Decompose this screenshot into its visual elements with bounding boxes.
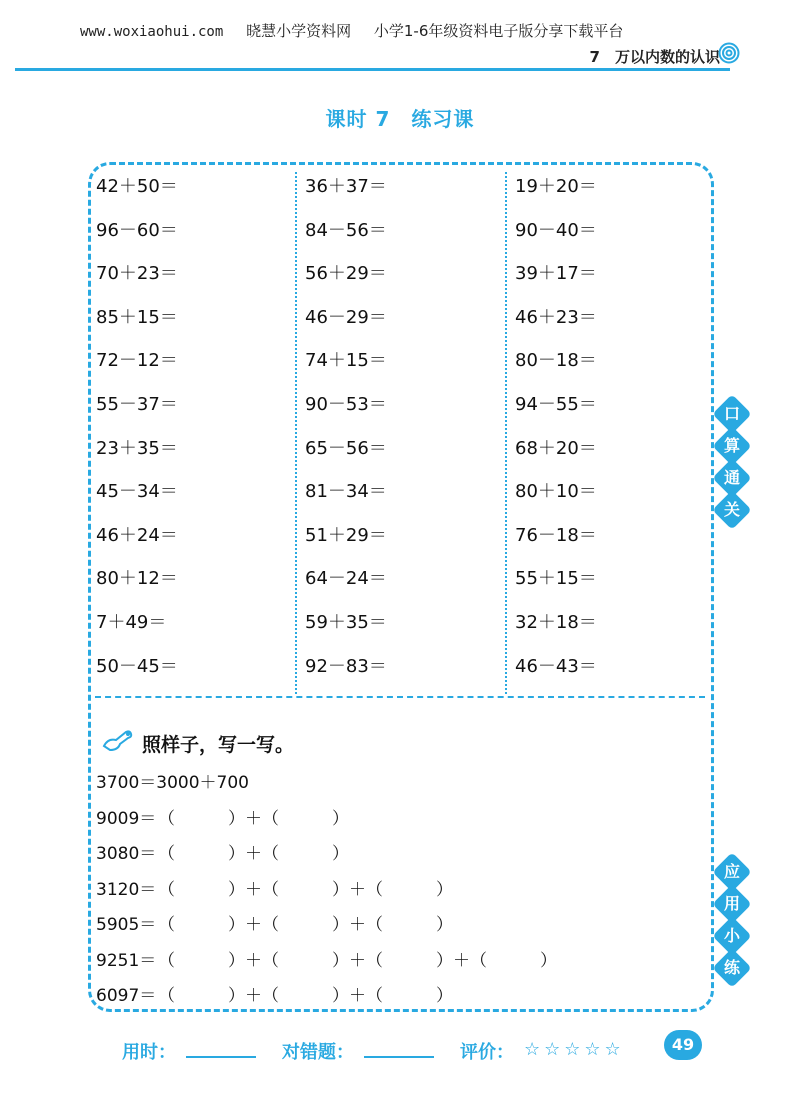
section-divider bbox=[95, 696, 705, 698]
lesson-title: 课时 7 练习课 bbox=[325, 107, 475, 131]
answer-blank-open[interactable]: （ bbox=[262, 915, 279, 936]
side-tag-char: 关 bbox=[723, 500, 740, 519]
oral-equation: 80－18＝ bbox=[515, 350, 597, 372]
oral-equation: 59＋35＝ bbox=[305, 612, 387, 633]
time-label: 用时： bbox=[122, 1042, 176, 1063]
answer-blank-close: ） bbox=[540, 950, 557, 971]
answer-blank-open[interactable]: （ bbox=[158, 844, 175, 865]
time-blank[interactable] bbox=[186, 1056, 256, 1058]
oral-equation: 74＋15＝ bbox=[305, 350, 387, 372]
oral-equation: 64－24＝ bbox=[305, 568, 387, 590]
side-tag-char: 小 bbox=[723, 926, 740, 945]
oral-equation: 81－34＝ bbox=[305, 481, 387, 503]
answer-blank-close: ）＋ bbox=[228, 915, 262, 936]
oral-equation: 76－18＝ bbox=[515, 524, 597, 546]
site-name: 晓慧小学资料网 bbox=[246, 22, 352, 40]
exercise-number: 9251＝ bbox=[96, 950, 157, 971]
answer-blank-open[interactable]: （ bbox=[262, 844, 279, 865]
oral-equation: 55＋15＝ bbox=[515, 568, 597, 590]
page-number: 49 bbox=[664, 1030, 702, 1060]
answer-blank-close: ） bbox=[332, 809, 349, 829]
header-divider bbox=[15, 68, 730, 71]
answer-blank-open[interactable]: （ bbox=[158, 879, 175, 900]
spiral-icon bbox=[718, 42, 740, 64]
oral-equation: 65－56＝ bbox=[305, 437, 387, 459]
oral-equation: 90－53＝ bbox=[305, 394, 387, 415]
answer-blank-close: ）＋ bbox=[228, 879, 262, 900]
side-tag-char: 应 bbox=[723, 862, 740, 881]
oral-equation: 19＋20＝ bbox=[515, 176, 597, 197]
oral-equation: 70＋23＝ bbox=[96, 263, 178, 285]
oral-equation: 84－56＝ bbox=[305, 219, 387, 241]
side-tag-char: 口 bbox=[723, 404, 740, 423]
side-tag-char: 通 bbox=[723, 468, 740, 487]
exercise-number: 3120＝ bbox=[96, 879, 157, 900]
worksheet-frame bbox=[88, 162, 714, 1012]
side-tag-char: 算 bbox=[723, 436, 740, 455]
answer-blank-open[interactable]: （ bbox=[262, 879, 279, 900]
answer-blank-close: ） bbox=[332, 844, 349, 865]
oral-equation: 80＋10＝ bbox=[515, 481, 597, 503]
rating-label: 评价： bbox=[460, 1042, 514, 1063]
answer-blank-close: ） bbox=[436, 986, 453, 1006]
answer-blank-open[interactable]: （ bbox=[366, 950, 383, 971]
oral-equation: 46－43＝ bbox=[515, 655, 597, 677]
exercise-number: 6097＝ bbox=[96, 986, 157, 1006]
answer-blank-close: ）＋ bbox=[436, 950, 470, 971]
answer-blank-open[interactable]: （ bbox=[262, 809, 279, 829]
exercise-number: 9009＝ bbox=[96, 809, 157, 829]
answer-blank-close: ）＋ bbox=[228, 950, 262, 971]
oral-equation: 45－34＝ bbox=[96, 481, 178, 503]
header-top bbox=[80, 20, 641, 41]
oral-equation: 39＋17＝ bbox=[515, 263, 597, 285]
answer-blank-close: ）＋ bbox=[332, 879, 366, 900]
oral-equation: 36＋37＝ bbox=[305, 176, 387, 197]
oral-equation: 23＋35＝ bbox=[96, 437, 178, 459]
answer-blank-close: ）＋ bbox=[332, 986, 366, 1006]
answer-blank-close: ）＋ bbox=[332, 915, 366, 936]
oral-equation: 68＋20＝ bbox=[515, 437, 597, 459]
answer-blank-open[interactable]: （ bbox=[158, 809, 175, 829]
oral-equation: 50－45＝ bbox=[96, 655, 178, 677]
oral-equation: 80＋12＝ bbox=[96, 568, 178, 590]
pencil-hand-icon bbox=[100, 726, 136, 754]
answer-blank-close: ） bbox=[436, 879, 453, 900]
oral-equation: 55－37＝ bbox=[96, 394, 178, 415]
oral-equation: 46－29＝ bbox=[305, 306, 387, 328]
oral-equation: 56＋29＝ bbox=[305, 263, 387, 285]
answer-blank-open[interactable]: （ bbox=[158, 950, 175, 971]
exercise-number: 3080＝ bbox=[96, 844, 157, 865]
answer-blank-open[interactable]: （ bbox=[158, 986, 175, 1006]
column-divider bbox=[505, 172, 507, 694]
answer-blank-close: ）＋ bbox=[332, 950, 366, 971]
oral-equation: 90－40＝ bbox=[515, 219, 597, 241]
oral-equation: 42＋50＝ bbox=[96, 176, 178, 197]
site-slogan: 小学1-6年级资料电子版分享下载平台 bbox=[373, 22, 624, 40]
answer-blank-open[interactable]: （ bbox=[366, 986, 383, 1006]
answer-blank-open[interactable]: （ bbox=[366, 879, 383, 900]
rating-stars[interactable]: ☆☆☆☆☆ bbox=[524, 1039, 625, 1060]
answer-blank-open[interactable]: （ bbox=[262, 986, 279, 1006]
column-divider bbox=[295, 172, 297, 694]
answer-blank-open[interactable]: （ bbox=[366, 915, 383, 936]
oral-equation: 85＋15＝ bbox=[96, 306, 178, 328]
answer-blank-close: ） bbox=[436, 915, 453, 936]
oral-equation: 51＋29＝ bbox=[305, 524, 387, 546]
side-tag-char: 练 bbox=[723, 958, 740, 977]
example-text: 3700＝3000＋700 bbox=[96, 773, 249, 793]
errors-label: 对错题： bbox=[282, 1042, 354, 1063]
side-tag-char: 用 bbox=[723, 894, 740, 913]
site-url[interactable]: www.woxiaohui.com bbox=[80, 24, 224, 40]
chapter-title: 7 万以内数的认识 bbox=[589, 48, 720, 66]
exercise-number: 5905＝ bbox=[96, 915, 157, 936]
oral-equation: 46＋23＝ bbox=[515, 306, 597, 328]
answer-blank-close: ）＋ bbox=[228, 809, 262, 829]
answer-blank-open[interactable]: （ bbox=[470, 950, 487, 971]
oral-equation: 7＋49＝ bbox=[96, 612, 167, 633]
oral-equation: 94－55＝ bbox=[515, 394, 597, 415]
answer-blank-open[interactable]: （ bbox=[158, 915, 175, 936]
exercise-instruction: 照样子，写一写。 bbox=[142, 734, 295, 756]
answer-blank-open[interactable]: （ bbox=[262, 950, 279, 971]
errors-blank[interactable] bbox=[364, 1056, 434, 1058]
oral-equation: 46＋24＝ bbox=[96, 524, 178, 546]
oral-equation: 32＋18＝ bbox=[515, 612, 597, 633]
answer-blank-close: ）＋ bbox=[228, 986, 262, 1006]
answer-blank-close: ）＋ bbox=[228, 844, 262, 865]
oral-equation: 92－83＝ bbox=[305, 655, 387, 677]
oral-equation: 72－12＝ bbox=[96, 350, 178, 372]
oral-equation: 96－60＝ bbox=[96, 219, 178, 241]
